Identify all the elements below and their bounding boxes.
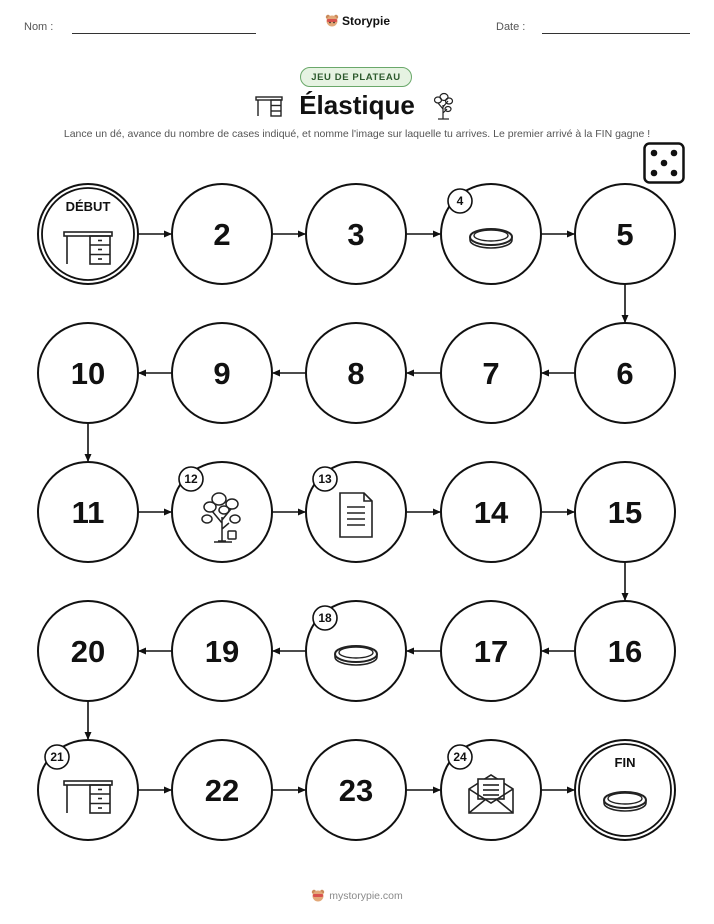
board-cell-14 — [441, 462, 541, 562]
cell-number: 16 — [607, 634, 643, 669]
board-cell-11 — [38, 462, 138, 562]
cell-number: 5 — [616, 217, 634, 252]
cell-number: 20 — [70, 634, 106, 669]
cell-number: 21 — [50, 750, 64, 765]
board-cell-6 — [575, 323, 675, 423]
brand-name: Storypie — [342, 14, 391, 28]
cell-number: 4 — [456, 194, 464, 209]
board-cell-8 — [306, 323, 406, 423]
bear-logo-icon — [311, 888, 325, 904]
cell-number: 7 — [482, 356, 500, 391]
cell-number: 17 — [473, 634, 509, 669]
board-cell-7 — [441, 323, 541, 423]
board-cell-17 — [441, 601, 541, 701]
board-cell-23 — [306, 740, 406, 840]
board-cell-15 — [575, 462, 675, 562]
footer — [0, 888, 714, 904]
board-cell-13 — [306, 462, 406, 562]
cell-number: 2 — [213, 217, 231, 252]
board-cell-5 — [575, 184, 675, 284]
name-label: Nom : — [24, 21, 54, 33]
board-cell-19 — [172, 601, 272, 701]
board-cell-12 — [172, 462, 272, 562]
cell-number: 11 — [71, 495, 105, 530]
cell-number: 12 — [184, 472, 198, 487]
footer-url[interactable]: mystorypie.com — [329, 890, 403, 902]
date-label: Date : — [496, 21, 526, 33]
board-cell-2 — [172, 184, 272, 284]
board-cell-9 — [172, 323, 272, 423]
cell-number: 23 — [338, 773, 374, 808]
game-type-badge: JEU DE PLATEAU — [300, 67, 412, 87]
start-cell — [38, 184, 138, 284]
cell-number: 15 — [607, 495, 643, 530]
board-cell-4 — [441, 184, 541, 284]
board-cell-21 — [38, 740, 138, 840]
cell-number: 3 — [347, 217, 365, 252]
board-cell-24 — [441, 740, 541, 840]
cell-number: 24 — [453, 750, 467, 765]
cell-number: 8 — [347, 356, 365, 391]
cell-number: 19 — [204, 634, 240, 669]
page-title: Élastique — [299, 90, 415, 120]
board-cell-18 — [306, 601, 406, 701]
board-cell-3 — [306, 184, 406, 284]
finish-cell — [575, 740, 675, 840]
cell-number: 9 — [213, 356, 231, 391]
board-cell-22 — [172, 740, 272, 840]
instructions: Lance un dé, avance du nombre de cases indiqué, et nomme l'image sur laquelle tu arrives. Le premier arrivé à la FIN gagne ! — [63, 128, 651, 140]
cell-number: 13 — [318, 472, 332, 487]
cell-number: 6 — [616, 356, 634, 391]
cell-number: 10 — [70, 356, 106, 391]
cell-number: 22 — [204, 773, 240, 808]
cell-number: 14 — [473, 495, 509, 530]
cell-label: FIN — [614, 755, 636, 770]
board-cell-20 — [38, 601, 138, 701]
board-cell-16 — [575, 601, 675, 701]
cell-label: DÉBUT — [65, 199, 111, 214]
cell-number: 18 — [318, 611, 332, 626]
board-cell-10 — [38, 323, 138, 423]
